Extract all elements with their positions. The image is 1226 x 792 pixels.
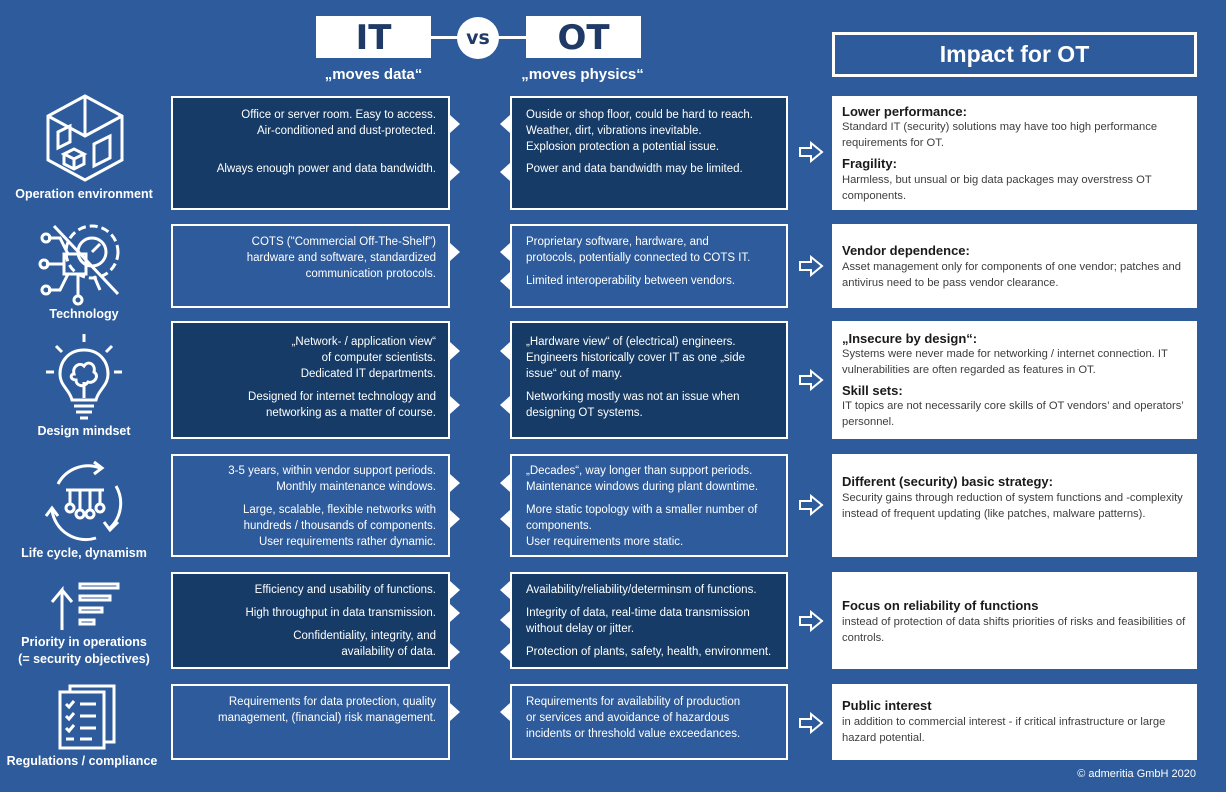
it-text: communication protocols. xyxy=(305,268,436,280)
it-box-technology xyxy=(171,224,450,308)
it-text: COTS ("Commercial Off-The-Shelf") xyxy=(251,236,436,248)
ot-text: Protection of plants, safety, health, environment. xyxy=(526,646,772,658)
vs-badge: vs xyxy=(457,17,499,59)
impact-body: in addition to commercial interest - if critical infrastructure or large hazard potential. xyxy=(842,716,1166,744)
impact-heading: Fragility: xyxy=(842,156,897,171)
checklist-icon xyxy=(56,684,118,750)
ot-text: Maintenance windows during plant downtime. xyxy=(526,481,759,493)
impact-heading: Skill sets: xyxy=(842,383,903,398)
impact-box-technology xyxy=(832,224,1197,308)
it-box-regulations xyxy=(171,684,450,760)
row-label-design-mindset: Design mindset xyxy=(37,424,131,438)
impact-body: instead of protection of data shifts priorities of risks and feasibilities of controls. xyxy=(842,616,1186,644)
row-label-regulations: Regulations / compliance xyxy=(6,754,158,768)
it-text: hundreds / thousands of components. xyxy=(243,520,436,532)
it-text: Efficiency and usability of functions. xyxy=(254,584,436,596)
impact-heading: Vendor dependence: xyxy=(842,243,970,258)
row-label-priority-sub: (= security objectives) xyxy=(18,652,150,666)
impact-box-life-cycle xyxy=(832,454,1197,557)
room-cube-icon xyxy=(44,92,126,184)
it-text: Confidentiality, integrity, and xyxy=(293,630,436,642)
gear-gauge-icon xyxy=(38,214,130,306)
ot-text: issue“ out of many. xyxy=(526,368,623,380)
it-text: 3-5 years, within vendor support periods. xyxy=(228,465,436,477)
it-text: Requirements for data protection, quality xyxy=(228,696,436,708)
ot-text: „Hardware view“ of (electrical) engineers. xyxy=(526,336,736,348)
it-text: „Network- / application view“ xyxy=(291,336,436,348)
impact-body: Systems were never made for networking / internet connection. IT vulnerabilities are often regarded as features in OT. xyxy=(842,348,1168,376)
ot-text: Weather, dirt, vibrations inevitable. xyxy=(526,125,702,137)
ot-title: OT xyxy=(526,16,641,58)
right-arrow-icon xyxy=(798,141,824,163)
it-text: networking as a matter of course. xyxy=(265,407,436,419)
it-text: Dedicated IT departments. xyxy=(300,368,436,380)
ot-text: Requirements for availability of production xyxy=(526,696,741,708)
it-text: availability of data. xyxy=(341,646,436,658)
impact-box-priority xyxy=(832,572,1197,669)
it-text: Monthly maintenance windows. xyxy=(276,481,436,493)
impact-heading: Public interest xyxy=(842,698,932,713)
ot-box-operation-environment xyxy=(510,96,788,210)
ot-text: Limited interoperability between vendors. xyxy=(526,275,736,287)
impact-title: Impact for OT xyxy=(832,32,1197,77)
ot-text: protocols, potentially connected to COTS IT. xyxy=(526,252,751,264)
row-label-life-cycle: Life cycle, dynamism xyxy=(21,546,147,560)
right-arrow-icon xyxy=(798,610,824,632)
impact-body: Security gains through reduction of system functions and -complexity instead of frequent updating (like patches, malware patterns). xyxy=(842,492,1183,520)
impact-heading: „Insecure by design“: xyxy=(842,331,978,346)
it-text: User requirements rather dynamic. xyxy=(258,536,436,548)
ot-text: More static topology with a smaller number of xyxy=(526,504,758,516)
ot-box-life-cycle xyxy=(510,454,788,557)
it-box-priority xyxy=(171,572,450,669)
it-title: IT xyxy=(316,16,431,58)
priority-arrow-icon xyxy=(48,580,124,632)
ot-text: Integrity of data, real-time data transmission xyxy=(526,607,750,619)
row-label-priority: Priority in operations xyxy=(21,635,147,649)
ot-subtitle: „moves physics“ xyxy=(521,66,644,83)
ot-text: Power and data bandwidth may be limited. xyxy=(526,163,743,175)
it-text: Designed for internet technology and xyxy=(248,391,436,403)
it-text: hardware and software, standardized xyxy=(246,252,436,264)
impact-box-operation-environment xyxy=(832,96,1197,210)
it-box-life-cycle xyxy=(171,454,450,557)
ot-text: or services and avoidance of hazardous xyxy=(526,712,730,724)
impact-heading: Focus on reliability of functions xyxy=(842,598,1039,613)
impact-body: Standard IT (security) solutions may have too high performance requirements for OT. xyxy=(842,121,1158,149)
lightbulb-brain-icon xyxy=(44,332,124,422)
ot-text: designing OT systems. xyxy=(526,407,643,419)
impact-body: IT topics are not necessarily core skills of OT vendors’ and operators’ personnel. xyxy=(842,400,1184,428)
right-arrow-icon xyxy=(798,369,824,391)
it-text: Air-conditioned and dust-protected. xyxy=(257,125,436,137)
ot-text: Proprietary software, hardware, and xyxy=(526,236,709,248)
it-text: Office or server room. Easy to access. xyxy=(241,109,436,121)
impact-box-regulations xyxy=(832,684,1197,760)
it-text: Always enough power and data bandwidth. xyxy=(216,163,436,175)
impact-body: Harmless, but unsual or big data packages may overstress OT components. xyxy=(842,174,1152,202)
row-label-operation-environment: Operation environment xyxy=(15,187,153,201)
copyright: © admeritia GmbH 2020 xyxy=(1077,768,1196,780)
ot-text: without delay or jitter. xyxy=(526,623,635,635)
ot-text: Availability/reliability/determinsm of functions. xyxy=(526,584,757,596)
it-box-operation-environment xyxy=(171,96,450,210)
it-text: Large, scalable, flexible networks with xyxy=(242,504,436,516)
ot-text: Networking mostly was not an issue when xyxy=(526,391,740,403)
ot-text: Ouside or shop floor, could be hard to reach. xyxy=(526,109,753,121)
impact-heading: Different (security) basic strategy: xyxy=(842,474,1053,489)
ot-text: User requirements more static. xyxy=(526,536,684,548)
impact-body: Asset management only for components of one vendor; patches and antivirus need to be pass vendor clearance. xyxy=(842,261,1181,289)
right-arrow-icon xyxy=(798,255,824,277)
impact-heading: Lower performance: xyxy=(842,104,967,119)
ot-box-priority xyxy=(510,572,788,669)
ot-box-technology xyxy=(510,224,788,308)
it-text: of computer scientists. xyxy=(321,352,436,364)
ot-text: components. xyxy=(526,520,592,532)
ot-text: Explosion protection a potential issue. xyxy=(526,141,720,153)
row-label-technology: Technology xyxy=(49,307,119,321)
it-subtitle: „moves data“ xyxy=(324,66,423,83)
ot-text: Engineers historically cover IT as one „side xyxy=(526,352,746,364)
it-text: High throughput in data transmission. xyxy=(245,607,436,619)
it-box-design-mindset xyxy=(171,321,450,439)
cycle-network-icon xyxy=(44,460,126,542)
ot-box-regulations xyxy=(510,684,788,760)
right-arrow-icon xyxy=(798,494,824,516)
ot-box-design-mindset xyxy=(510,321,788,439)
ot-text: incidents or threshold value exceedances. xyxy=(526,728,741,740)
right-arrow-icon xyxy=(798,712,824,734)
impact-box-design-mindset xyxy=(832,321,1197,439)
ot-text: „Decades“, way longer than support periods. xyxy=(526,465,753,477)
it-text: management, (financial) risk management. xyxy=(218,712,436,724)
